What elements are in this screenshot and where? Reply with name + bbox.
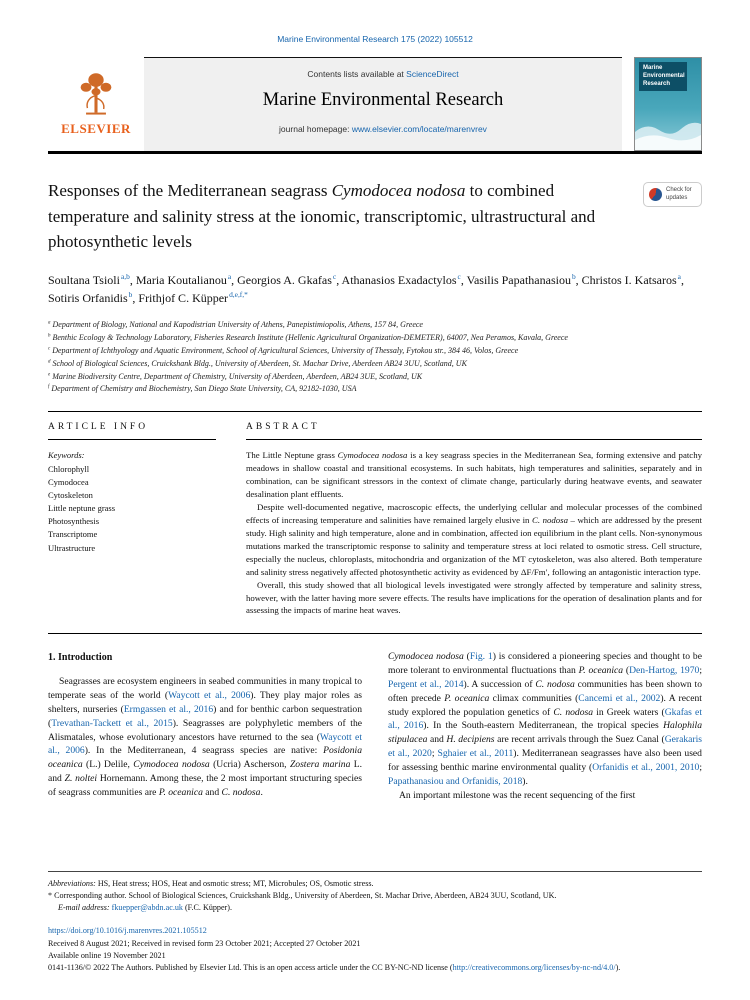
info-abstract-section (48, 411, 702, 634)
italic-text: C. nodosa (221, 786, 261, 798)
crossmark-icon (649, 188, 662, 201)
inline-link[interactable]: Orfanidis et al., 2001, 2010 (592, 761, 700, 773)
inline-link[interactable]: b (128, 290, 133, 300)
italic-text: Cymodocea nodosa (337, 450, 408, 461)
cover-title: Marine Environmental Research (639, 62, 687, 91)
keywords-list (48, 463, 216, 555)
abstract-column (246, 422, 702, 617)
check-updates-label: Check for updates (666, 187, 692, 201)
abstract-heading: ABSTRACT (246, 422, 702, 440)
homepage-prefix: journal homepage: (279, 124, 352, 134)
affiliation-item: $^f$ Department of Chemistry and Biochemistry, San Diego State University, CA, 92182-1030, USA (48, 384, 357, 394)
received-line: Received 8 August 2021; Received in revised form 23 October 2021; Accepted 27 October 2021 (48, 938, 361, 948)
inline-link[interactable]: a (227, 271, 232, 281)
abstract-paragraph-3: Overall, this study showed that all biological levels investigated were strongly affected by temperature and salinity stress, however, with the latter having more severe effects. The results have implications for the operation of desalination plants and for assessing the impacts of marine heat waves. (246, 579, 702, 616)
affiliation-sup: a (48, 320, 51, 326)
body-paragraph: Seagrasses are ecosystem engineers in seabed communities in many tropical to temperate seas of the world (Waycott et al., 2006). They play major roles as shelters, nurseries (Ermgassen et al., 2016) and for benthic carbon sequestration (Trevathan-Tackett et al., 2015). Seagrasses are polyphyletic members of the Alismatales, whose evolutionary ancestors have returned to the sea (Waycott et al., 2006). In the Mediterranean, 4 seagrass species are native: Posidonia oceanica (L.) Delile, Cymodocea nodosa (Ucria) Ascherson, Zostera marina L. and Z. noltei Hornemann. Among these, the 2 most important structuring species of seagrass communities are P. oceanica and C. nodosa. (48, 676, 363, 798)
contents-prefix: Contents lists available at (307, 69, 407, 79)
affiliation-item: $^b$ Benthic Ecology & Technology Laboratory, Fisheries Research Institute (Hellenic Agricultural Organization-DEMETER), 64007, Nea Peramos, Kavala, Greece (48, 332, 568, 342)
inline-link[interactable]: Fig. 1 (469, 651, 493, 663)
inline-link[interactable]: Pergent et al., 2014 (388, 679, 464, 691)
affiliation-sup: b (48, 332, 51, 338)
inline-link[interactable]: Ermgassen et al., 2016 (123, 704, 214, 716)
inline-link[interactable]: Papathanasiou and Orfanidis, 2018 (388, 775, 523, 787)
inline-link[interactable]: c (457, 271, 461, 281)
affiliation-sup: e (48, 371, 51, 377)
italic-text: C. nodosa (531, 515, 568, 526)
keyword-item: Transcriptome (48, 529, 98, 540)
affiliation-sup: f (48, 384, 50, 390)
affiliation-item: $^e$ Marine Biodiversity Centre, Department of Chemistry, University of Aberdeen, Aberdeen, AB24 3UE, Scotland, UK (48, 371, 423, 381)
italic-text: P. oceanica (444, 692, 490, 704)
abbreviations-note: Abbreviations: HS, Heat stress; HOS, Heat and osmotic stress; MT, Microbules; OS, Osmotic stress. (48, 879, 374, 889)
inline-link[interactable]: Den-Hartog, 1970 (629, 665, 700, 677)
sciencedirect-link[interactable]: ScienceDirect (406, 69, 459, 79)
cover-box (622, 57, 702, 151)
inline-link[interactable]: c (332, 271, 337, 281)
inline-link[interactable]: Waycott et al., 2006 (48, 731, 362, 757)
italic-text: C. nodosa (553, 706, 594, 718)
publication-info (48, 925, 702, 974)
italic-text: H. decipiens (446, 734, 495, 746)
inline-link[interactable]: d,e,f,* (229, 290, 248, 300)
italic-text: Z. noltei (64, 773, 98, 785)
body-columns (48, 650, 702, 802)
elsevier-tree-icon (76, 71, 116, 118)
body-column-left (48, 650, 362, 802)
keyword-item: Cymodocea (48, 476, 89, 487)
contents-line (152, 69, 614, 79)
affiliation-item: $^c$ Department of Ichthyology and Aquatic Environment, School of Agricultural Sciences, University of Thessaly, Fytokou str., 384 46, Volos, Greece (48, 345, 519, 355)
affiliation-sup: d (48, 358, 51, 364)
keyword-item: Photosynthesis (48, 516, 100, 527)
inline-link[interactable]: Gkafas et al., 2016 (388, 706, 702, 732)
email-note: E-mail address: fkuepper@abdn.ac.uk (F.C. Küpper). (58, 903, 232, 913)
italic-text: Posidonia oceanica (48, 745, 362, 771)
keyword-item: Cytoskeleton (48, 489, 93, 500)
journal-reference: Marine Environmental Research 175 (2022) 105512 (277, 34, 473, 44)
journal-homepage-link[interactable]: www.elsevier.com/locate/marenvrev (351, 124, 487, 134)
homepage-line (152, 124, 614, 134)
section-heading-introduction: 1. Introduction (48, 652, 113, 664)
body-column-right (388, 650, 702, 802)
affiliation-sup: c (48, 345, 51, 351)
footnotes (48, 871, 702, 914)
check-for-updates-badge[interactable] (643, 182, 702, 207)
italic-text: Abbreviations: (48, 879, 96, 889)
body-paragraph: Cymodocea nodosa (Fig. 1) is considered a pioneering species and thought to be more tolerant to environmental fluctuations than P. oceanica (Den-Hartog, 1970; Pergent et al., 2014). A succession of C. nodosa communities has been shown to often precede P. oceanica climax communities (Cancemi et al., 2002). A recent study explored the population genetics of C. nodosa in Greek waters (Gkafas et al., 2016). In the South-eastern Mediterranean, the tropical species Halophila stipulacea and H. decipiens are recent arrivals through the Suez Canal (Gerakaris et al., 2020; Sghaier et al., 2011). Mediterranean seagrasses have also been used for assessing benthic marine environmental quality (Orfanidis et al., 2001, 2010; Papathanasiou and Orfanidis, 2018). (388, 651, 702, 787)
inline-link[interactable]: Cancemi et al., 2002 (578, 692, 661, 704)
affiliation-item: $^a$ Department of Biology, National and Kapodistrian University of Athens, Panepistimiopolis, Athens, 157 84, Greece (48, 319, 423, 329)
italic-text: E-mail address: (58, 903, 112, 913)
elsevier-logo[interactable] (48, 57, 144, 151)
keyword-item: Ultrastructure (48, 542, 96, 553)
inline-link[interactable]: http://creativecommons.org/licenses/by-nc-nd/4.0/ (452, 962, 616, 972)
inline-link[interactable]: b (571, 271, 576, 281)
italic-text: P. oceanica (578, 665, 624, 677)
inline-link[interactable]: a (677, 271, 681, 281)
banner-center (144, 57, 622, 151)
article-info-column (48, 422, 216, 617)
italic-text: Cymodocea nodosa (331, 181, 466, 200)
inline-link[interactable]: https://doi.org/10.1016/j.marenvres.2021.105512 (48, 926, 207, 936)
italic-text: P. oceanica (158, 786, 203, 798)
article-title: Responses of the Mediterranean seagrass Cymodocea nodosa to combined temperature and salinity stress at the ionomic, transcriptomic, ultrastructural and photosynthetic levels (48, 181, 596, 251)
keyword-item: Little neptune grass (48, 503, 116, 514)
italic-text: Cymodocea nodosa (133, 759, 210, 771)
page-footer (48, 871, 702, 974)
cover-wave-art (635, 110, 701, 150)
header-rule (48, 151, 702, 154)
doi-line (48, 925, 702, 937)
abstract-paragraph-2: Despite well-documented negative, macroscopic effects, the underlying cellular and molecular processes of the combined effects of increasing temperature and salinities have remained largely elusive in C. nodosa – which are addressed by the present study. High salinity and high temperature, alone and in combination, affected ion equilibrium in the plant cells. Non-synonymous mutations marked the transcriptomic response to salinity and temperature stress at loci related to osmotic stress. Cell structure, especially the nucleus, chloroplasts, mitochondria and organization of the MT cytoskeleton, was also altered. Both temperature and salinity stress negatively affected photosynthetic activity as evidenced by ΔF/Fm′, following an antagonistic interaction type. (246, 502, 702, 577)
copyright-line: 0141-1136/© 2022 The Authors. Published by Elsevier Ltd. This is an open access article under the CC BY-NC-ND license (http://creativecommons.org/licenses/by-nc-nd/4.0/). (48, 962, 621, 972)
journal-title: Marine Environmental Research (262, 90, 504, 110)
inline-link[interactable]: Waycott et al., 2006 (168, 690, 251, 702)
body-paragraph: An important milestone was the recent sequencing of the first (399, 789, 636, 801)
journal-header-banner (48, 57, 702, 151)
inline-link[interactable]: a,b (120, 271, 130, 281)
italic-text: Zostera marina (289, 759, 351, 771)
elsevier-wordmark: ELSEVIER (61, 121, 131, 136)
italic-text: Halophila stipulacea (388, 720, 702, 746)
title-row (48, 178, 702, 255)
italic-text: C. nodosa (535, 679, 575, 691)
abstract-paragraph-1: The Little Neptune grass Cymodocea nodosa is a key seagrass species in the Mediterranean Sea, forming extensive and patchy meadows in shallow coastal and transitional ecosystems. In such habitats, high temperatures and salinities, separately and in combination, can be significant stressors in the context of climate change, particularly during heatwave events, and seawater desalination plant effluents. (246, 450, 702, 500)
inline-link[interactable]: Sghaier et al., 2011 (437, 748, 514, 760)
affiliation-item: $^d$ School of Biological Sciences, Cruickshank Bldg., University of Aberdeen, St. Machar Drive, Aberdeen AB24 3UU, Scotland, UK (48, 358, 467, 368)
available-online-line: Available online 19 November 2021 (48, 950, 166, 960)
article-info-heading: ARTICLE INFO (48, 422, 216, 440)
inline-link[interactable]: Gerakaris et al., 2020 (388, 734, 702, 760)
journal-cover-thumbnail[interactable] (634, 57, 702, 151)
italic-text: Cymodocea nodosa (388, 651, 464, 663)
keywords-label: Keywords: (48, 450, 85, 461)
inline-link[interactable]: Trevathan-Tackett et al., 2015 (51, 717, 173, 729)
inline-link[interactable]: fkuepper@abdn.ac.uk (111, 903, 183, 913)
corresponding-author-note: * Corresponding author. School of Biological Sciences, Cruickshank Bldg., University of Aberdeen, St. Machar Drive, Aberdeen, AB24 3UU, Scotland, UK. (48, 891, 557, 901)
author-list: Soultana Tsioli$^{a,b}$, Maria Koutalianou$^a$, Georgios A. Gkafas$^c$, Athanasios Exadactylos$^c$, Vasilis Papathanasiou$^b$, Christos I. Katsaros$^a$, Sotiris Orfanidis$^b$, Frithjof C. Küpper$^{d,e,f,*}$ (48, 271, 684, 306)
affiliations-list (48, 319, 702, 397)
keyword-item: Chlorophyll (48, 463, 90, 474)
